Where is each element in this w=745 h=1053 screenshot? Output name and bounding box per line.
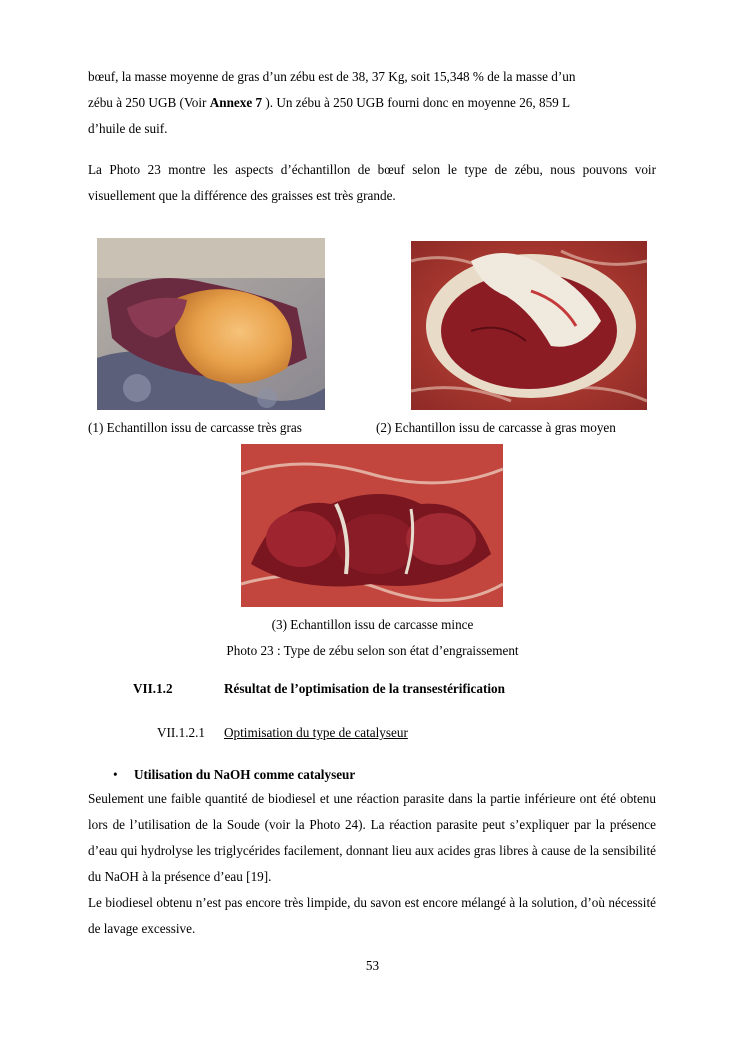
- section-number: VII.1.2: [133, 681, 173, 696]
- photo-lean-sample: [241, 444, 503, 607]
- bullet-icon: •: [113, 767, 118, 782]
- paragraph-3: Seulement une faible quantité de biodiesel et une réaction parasite dans la partie inférieure ont été obtenu lors de l’utilisation de la Soude (voir la Photo 24). La réaction parasite peut s’expliquer par la présence d’eau qui hydrolyse les triglycérides facilement, donnant lieu aux acides gras libres à cause de la sensibilité du NaOH à la présence d’eau [19].: [88, 791, 656, 884]
- page-number: 53: [365, 958, 380, 973]
- annex-reference: Annexe 7: [209, 95, 263, 110]
- bullet-label: Utilisation du NaOH comme catalyseur: [134, 767, 356, 782]
- caption-1: (1) Echantillon issu de carcasse très gras: [88, 420, 302, 435]
- paragraph-2: La Photo 23 montre les aspects d’échantillon de bœuf selon le type de zébu, nous pouvons voir visuellement que la différence des graisses est très grande.: [88, 162, 656, 203]
- subsection-number: VII.1.2.1: [157, 725, 205, 740]
- paragraph-1-line-2-end: ). Un zébu à 250 UGB fourni donc en moyenne 26, 859 L: [262, 95, 571, 110]
- paragraph-1: [88, 64, 656, 142]
- caption-3: (3) Echantillon issu de carcasse mince: [271, 617, 474, 632]
- subsection-title: Optimisation du type de catalyseur: [224, 725, 408, 740]
- photo-medium-fat-sample: [411, 241, 647, 410]
- figure-title: Photo 23 : Type de zébu selon son état d’engraissement: [226, 643, 519, 658]
- caption-2: (2) Echantillon issu de carcasse à gras moyen: [376, 420, 616, 435]
- photo-fatty-sample: [97, 238, 325, 410]
- paragraph-1-line-2-start: zébu à 250 UGB (Voir: [88, 95, 210, 110]
- paragraph-1-line-3: d’huile de suif.: [88, 121, 168, 136]
- paragraph-1-line-1: bœuf, la masse moyenne de gras d’un zébu est de 38, 37 Kg, soit 15,348 % de la masse d’un: [88, 69, 576, 84]
- paragraph-4: Le biodiesel obtenu n’est pas encore très limpide, du savon est encore mélangé à la solution, d’où nécessité de lavage excessive.: [88, 895, 656, 936]
- section-title: Résultat de l’optimisation de la transestérification: [224, 681, 505, 696]
